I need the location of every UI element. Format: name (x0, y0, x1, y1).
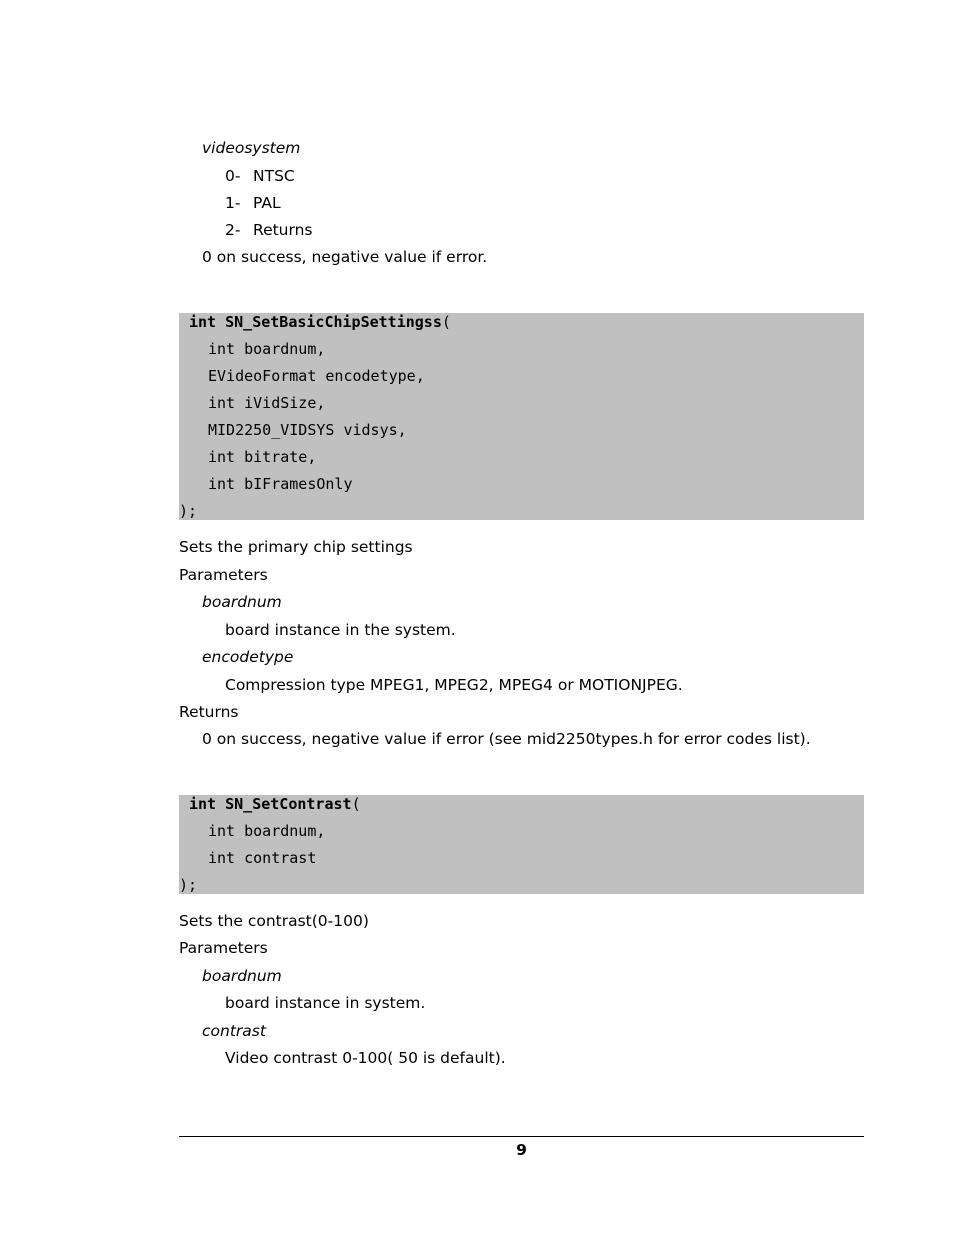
code-arg: int bitrate, (208, 448, 317, 466)
page-number: 9 (516, 1141, 527, 1159)
code-block-set-basic-chip-settings (179, 313, 864, 520)
open-paren: ( (441, 313, 451, 331)
code-arg: MID2250_VIDSYS vidsys, (208, 421, 407, 439)
returns-text: 0 on success, negative value if error (see mid2250types.h for error codes list). (202, 730, 811, 748)
parameters-heading: Parameters (179, 939, 268, 957)
param-description: Video contrast 0-100( 50 is default). (225, 1049, 506, 1067)
code-arg: EVideoFormat encodetype, (208, 367, 425, 385)
enum-number: 1- (225, 194, 241, 212)
enum-label: Returns (253, 221, 313, 239)
returns-heading: Returns (179, 703, 239, 721)
return-text: 0 on success, negative value if error. (202, 248, 488, 266)
function-description: Sets the primary chip settings (179, 538, 413, 556)
parameters-heading: Parameters (179, 566, 268, 584)
code-block-set-contrast (179, 795, 864, 894)
close-paren: ); (179, 502, 198, 520)
enum-number: 0- (225, 167, 241, 185)
param-name: boardnum (202, 967, 282, 985)
function-signature (189, 795, 361, 813)
param-name-videosystem: videosystem (202, 139, 301, 157)
enum-label: NTSC (253, 167, 295, 185)
param-description: Compression type MPEG1, MPEG2, MPEG4 or MOTIONJPEG. (225, 676, 683, 694)
code-arg: int boardnum, (208, 822, 326, 840)
code-arg: int boardnum, (208, 340, 326, 358)
enum-label: PAL (253, 194, 281, 212)
open-paren: ( (351, 795, 361, 813)
param-name: boardnum (202, 593, 282, 611)
param-name: contrast (202, 1022, 266, 1040)
function-name: SN_SetContrast (225, 795, 352, 813)
function-description: Sets the contrast(0-100) (179, 912, 369, 930)
return-type: int (189, 795, 217, 813)
function-name: SN_SetBasicChipSettingss (225, 313, 442, 331)
param-name: encodetype (202, 648, 294, 666)
param-description: board instance in the system. (225, 621, 456, 639)
param-description: board instance in system. (225, 994, 426, 1012)
enum-number: 2- (225, 221, 241, 239)
close-paren: ); (179, 876, 198, 894)
code-arg: int contrast (208, 849, 317, 867)
enum-item (225, 193, 281, 213)
function-signature (189, 313, 451, 331)
return-type: int (189, 313, 217, 331)
code-arg: int bIFramesOnly (208, 475, 353, 493)
enum-item (225, 220, 313, 240)
enum-item (225, 166, 295, 186)
code-arg: int iVidSize, (208, 394, 326, 412)
footer-rule (179, 1136, 864, 1137)
